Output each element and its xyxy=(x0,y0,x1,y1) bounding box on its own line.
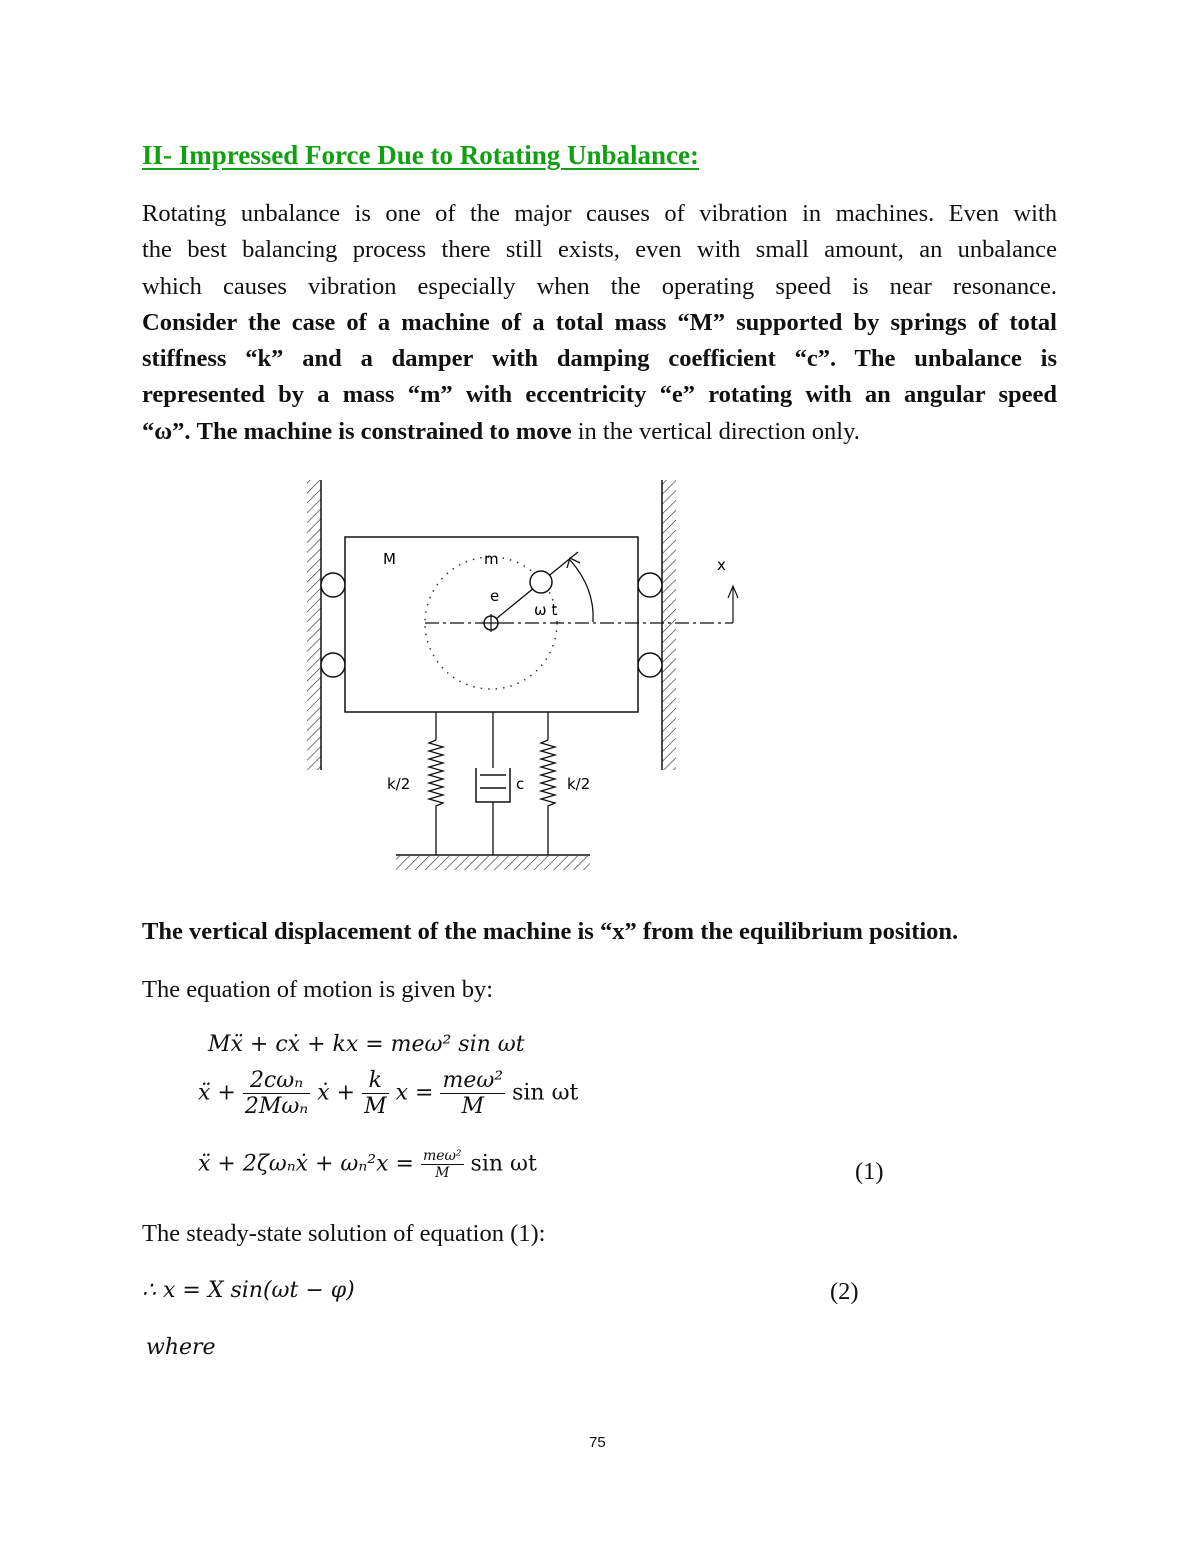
eq-b-mid: x = xyxy=(395,1080,434,1106)
fraction xyxy=(421,1148,464,1181)
numerator: k xyxy=(362,1068,389,1094)
denominator: M xyxy=(435,1165,450,1181)
page-number: 75 xyxy=(589,1434,606,1451)
paragraph-line: Rotating unbalance is one of the major causes of vibration in machines. Even with xyxy=(142,200,1057,227)
paragraph-last-bold: “ω”. The machine is constrained to move xyxy=(142,417,572,445)
damper xyxy=(476,768,510,855)
fraction xyxy=(243,1068,310,1119)
spring-left xyxy=(429,740,443,855)
paragraph-line: stiffness “k” and a damper with damping coefficient “c”. The unbalance is xyxy=(142,345,1057,373)
steady-state-solution: ∴ x = X sin(ωt − φ) xyxy=(142,1278,355,1303)
paragraph-last-line xyxy=(142,414,1057,450)
label-machine-mass: M xyxy=(383,550,396,568)
eq-b-tail: sin ωt xyxy=(512,1080,579,1106)
equation-standard-form xyxy=(198,1148,537,1181)
paragraph-last-rest: in the vertical direction only. xyxy=(571,417,860,445)
eq-c-lead: ẍ + 2ζωₙẋ + ωₙ²x = xyxy=(198,1151,414,1177)
left-wall xyxy=(307,480,321,770)
paragraph-line: which causes vibration especially when the operating speed is near resonance. xyxy=(142,272,1057,300)
eq-b-lead: ẍ + xyxy=(198,1080,236,1106)
roller-left-top xyxy=(321,573,345,597)
right-wall xyxy=(662,480,676,770)
denominator: M xyxy=(364,1094,387,1119)
roller-right-bottom xyxy=(638,653,662,677)
label-damping: c xyxy=(516,775,525,793)
equation-intro: The equation of motion is given by: xyxy=(142,976,494,1003)
ground xyxy=(396,855,590,870)
where-label: where xyxy=(146,1335,216,1360)
label-unbalance-mass: m xyxy=(484,550,499,568)
paragraph-line: the best balancing process there still exists, even with small amount, an unbalance xyxy=(142,236,1057,264)
equation-normalized xyxy=(198,1068,578,1119)
rotating-unbalance-figure xyxy=(290,470,750,880)
spring-right xyxy=(541,740,555,855)
paragraph-line: Consider the case of a machine of a total mass “M” supported by springs of total xyxy=(142,308,1057,336)
label-eccentricity: e xyxy=(490,587,500,605)
numerator: meω² xyxy=(422,1148,462,1164)
label-spring-left: k/2 xyxy=(387,775,411,793)
steady-state-intro: The steady-state solution of equation (1): xyxy=(142,1220,546,1247)
displacement-sentence: The vertical displacement of the machine is “x” from the equilibrium position. xyxy=(142,918,959,945)
eq-b-mid: ẋ + xyxy=(317,1080,356,1106)
numerator: meω² xyxy=(442,1068,504,1093)
label-spring-right: k/2 xyxy=(567,775,591,793)
denominator: 2Mωₙ xyxy=(244,1094,309,1119)
denominator: M xyxy=(461,1094,485,1119)
fraction xyxy=(440,1068,505,1119)
fraction xyxy=(362,1068,389,1119)
section-heading: II- Impressed Force Due to Rotating Unbalance: xyxy=(142,140,699,170)
paragraph-line: represented by a mass “m” with eccentricity “e” rotating with an angular speed xyxy=(142,381,1057,409)
equation-motion: Mẍ + cẋ + kx = meω² sin ωt xyxy=(208,1032,525,1057)
label-x: x xyxy=(717,556,726,574)
equation-number-2: (2) xyxy=(830,1278,859,1305)
unbalance-mass xyxy=(530,571,552,593)
intro-paragraph xyxy=(142,196,1057,450)
roller-left-bottom xyxy=(321,653,345,677)
equation-number-1: (1) xyxy=(855,1158,884,1185)
label-angle: ω t xyxy=(534,601,558,619)
numerator: 2cωₙ xyxy=(243,1068,310,1094)
eq-c-tail: sin ωt xyxy=(470,1151,537,1177)
roller-right-top xyxy=(638,573,662,597)
